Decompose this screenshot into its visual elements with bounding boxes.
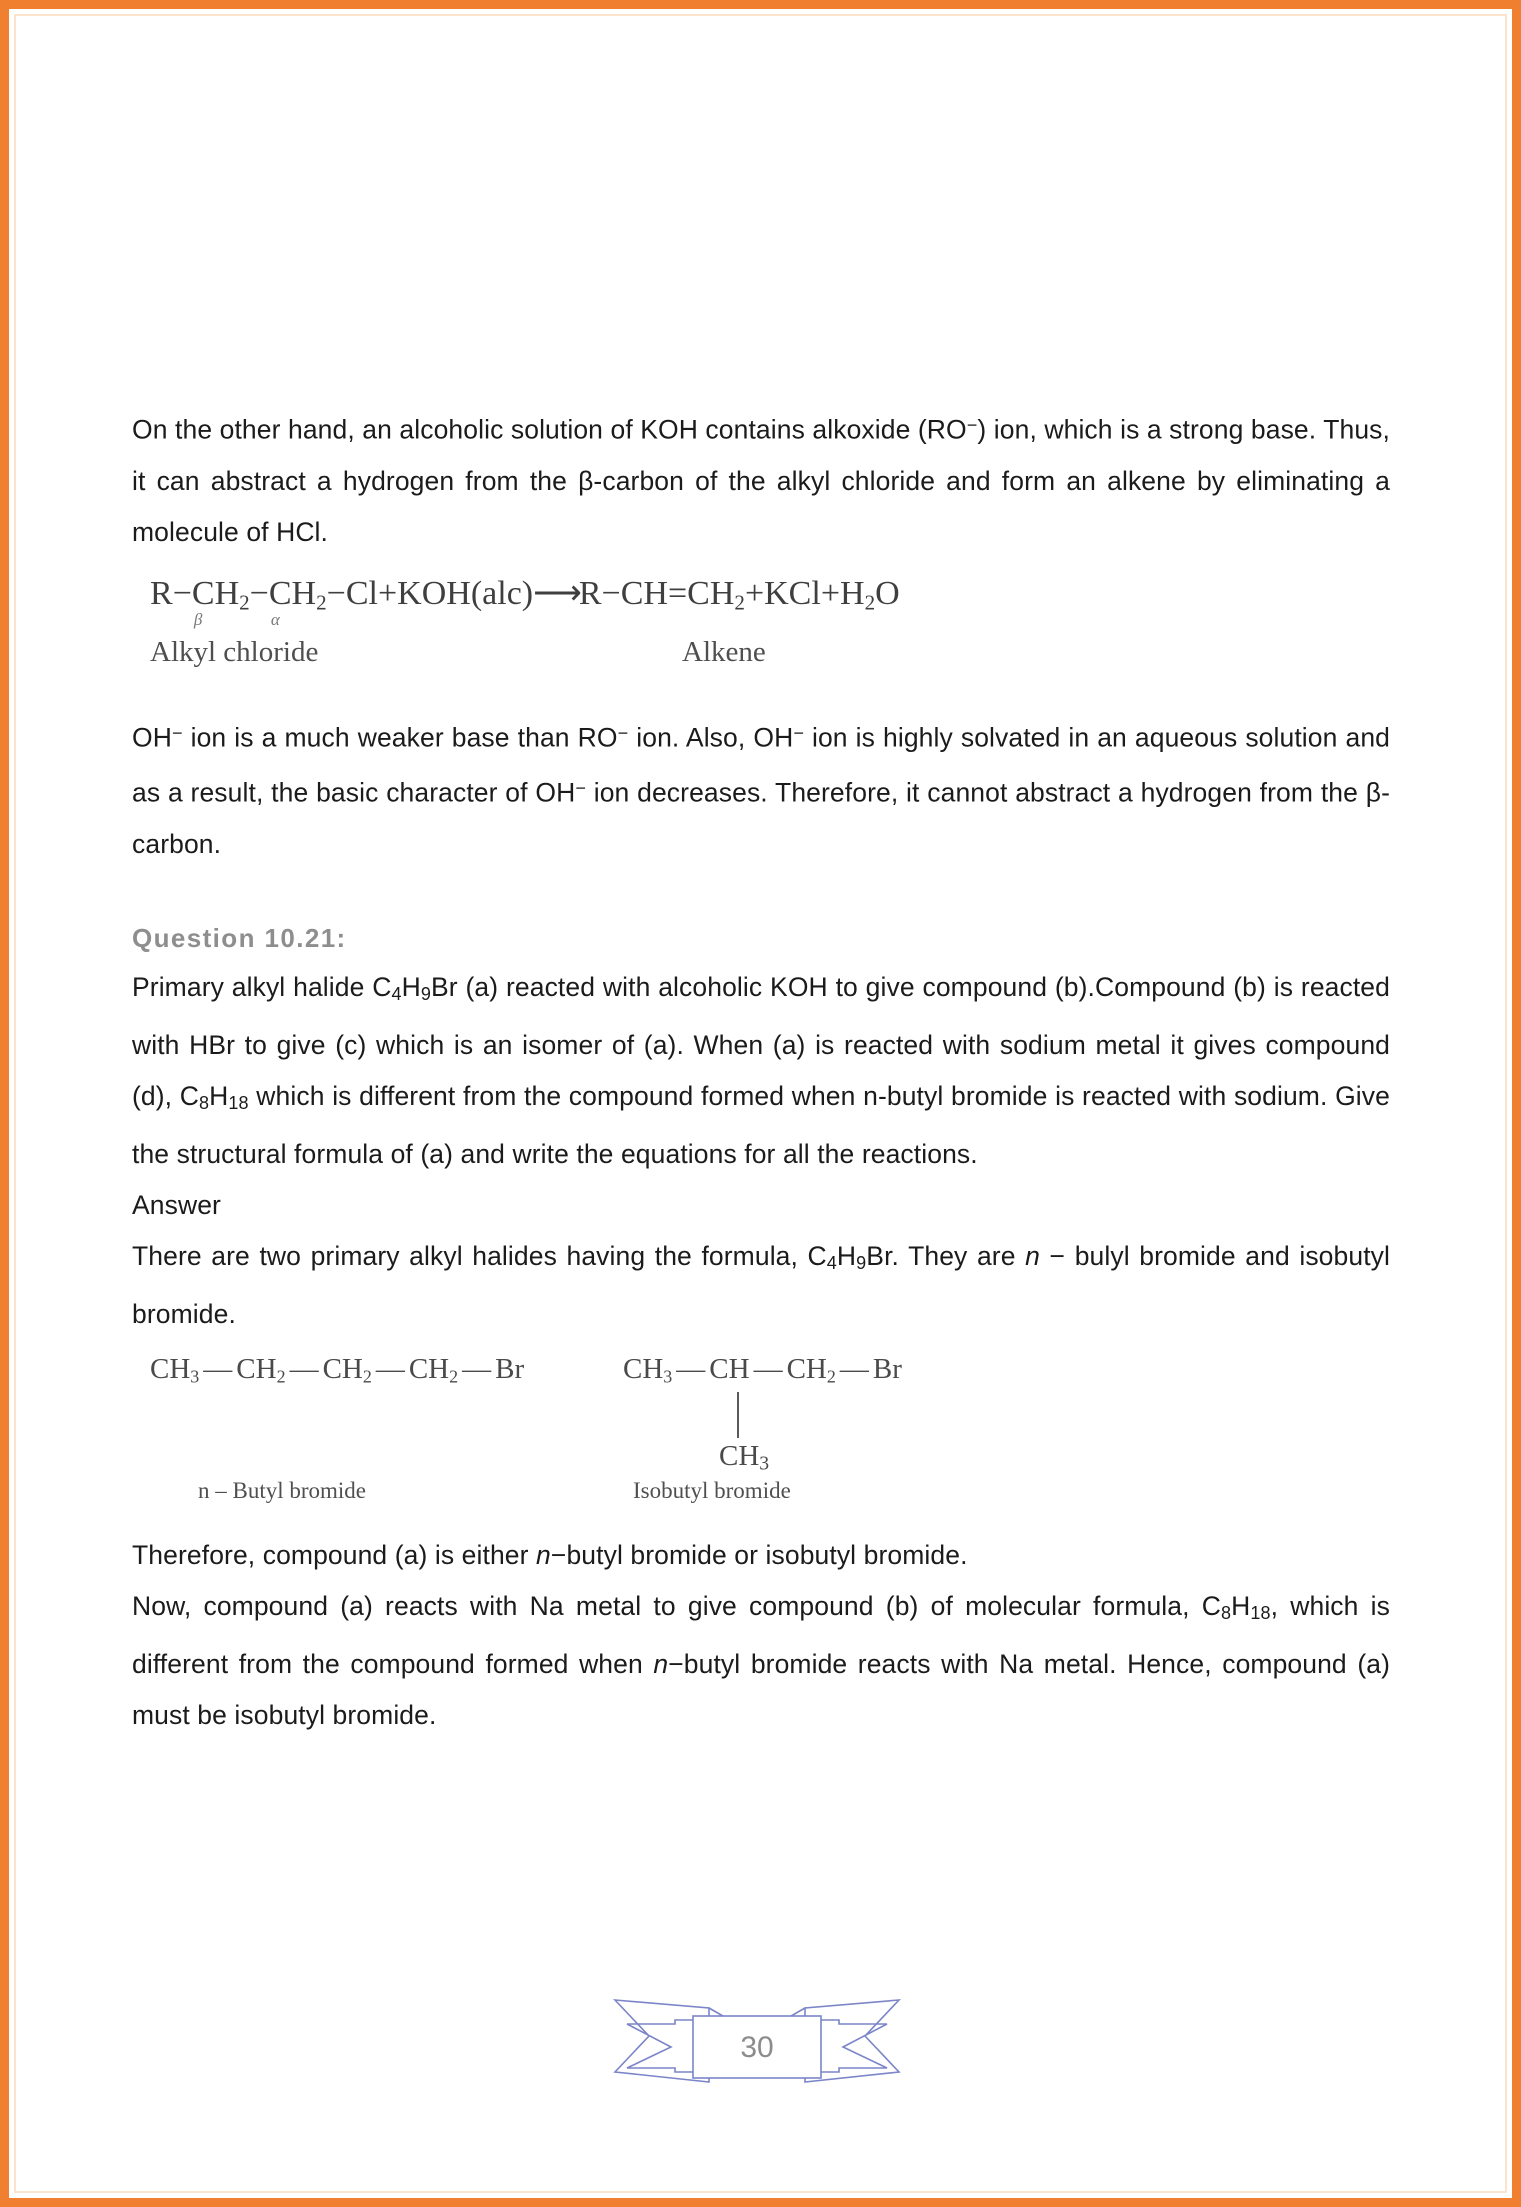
page-inner-rule-right xyxy=(1505,14,1507,2193)
eq-H2O-H: H xyxy=(840,574,865,612)
eq-reaction-arrow-icon: ⟶ xyxy=(533,574,579,612)
nb-ch2b-sub: 2 xyxy=(362,1366,372,1387)
n-butyl-chain xyxy=(150,1350,524,1395)
spacer xyxy=(132,682,1390,708)
eq-H2-subscript: 2 xyxy=(316,589,327,614)
a3-text-4: −butyl bromide reacts with Na metal. Hence, compound (a) must be isobutyl bromide. xyxy=(132,1648,1391,1730)
q-sub-4: 18 xyxy=(228,1092,249,1113)
spacer xyxy=(132,870,1390,914)
paragraph-answer-line2 xyxy=(132,1530,1390,1581)
ib-ch3-sub: 3 xyxy=(663,1366,673,1387)
page-number-ribbon xyxy=(611,1990,903,2100)
eq-dash-1: − xyxy=(172,574,192,612)
eq-C1: C xyxy=(191,574,215,612)
eq-CH: CH xyxy=(620,574,668,612)
nb-ch2a-sub: 2 xyxy=(276,1366,286,1387)
eq-H1-subscript: 2 xyxy=(239,589,250,614)
ib-vertical-bond-icon xyxy=(737,1392,739,1438)
ib-bond-2-icon: — xyxy=(753,1352,783,1385)
page-inner-rule-top xyxy=(14,14,1507,16)
a3-italic-n: n xyxy=(653,1648,669,1679)
intro-text-part1: On the other hand, an alcoholic solution of KOH contains alkoxide (RO xyxy=(132,414,967,445)
isobutyl-chain xyxy=(623,1350,902,1395)
nb-ch2c: CH xyxy=(408,1352,450,1385)
eq-dash-2: − xyxy=(249,574,269,612)
eq-CH2: CH xyxy=(687,574,735,612)
eq-H2: H xyxy=(291,574,317,612)
ib-branch-ch3-sub: 3 xyxy=(759,1452,770,1475)
nb-ch2c-sub: 2 xyxy=(449,1366,459,1387)
eq-CH2-subscript: 2 xyxy=(734,589,745,614)
ib-br: Br xyxy=(872,1352,902,1385)
a2-italic-n: n xyxy=(536,1539,551,1570)
nb-ch2a: CH xyxy=(236,1352,277,1385)
a1-text-2: H xyxy=(836,1240,857,1271)
a1-text-3: Br. They are xyxy=(866,1240,1026,1271)
a3-text-1: Now, compound (a) reacts with Na metal to give compound (b) of molecular formula, C xyxy=(132,1590,1221,1621)
eq-KOH: KOH xyxy=(397,574,471,612)
eq-alpha-carbon-group xyxy=(268,572,292,629)
oh-text-3: ion. Also, OH xyxy=(628,722,794,753)
ib-methyl-branch xyxy=(719,1440,769,1475)
ib-branch-ch3: CH xyxy=(719,1439,760,1472)
eq-H2O-subscript: 2 xyxy=(864,589,876,614)
ib-ch2-sub: 2 xyxy=(826,1366,836,1387)
equation-line xyxy=(150,572,1390,629)
equation-label-alkene: Alkene xyxy=(682,635,766,668)
intro-superscript-minus: − xyxy=(966,415,978,435)
paragraph-question-body xyxy=(132,962,1390,1180)
nb-bond-4-icon: — xyxy=(462,1352,492,1385)
structural-formula-diagrams xyxy=(150,1350,1390,1530)
nb-br: Br xyxy=(495,1352,525,1385)
a3-text-2: H xyxy=(1231,1590,1251,1621)
nb-ch2b: CH xyxy=(322,1352,363,1385)
eq-plus-3: + xyxy=(820,574,840,612)
page-border-top xyxy=(0,0,1521,9)
a1-text-4: − bulyl bromide and isobutyl bromide. xyxy=(132,1240,1390,1329)
question-heading: Question 10.21: xyxy=(132,922,347,953)
a2-text-2: −butyl bromide or isobutyl bromide. xyxy=(550,1539,968,1570)
nb-ch3: CH xyxy=(150,1352,191,1385)
eq-R-right: R xyxy=(578,574,602,612)
eq-alpha-label: α xyxy=(270,609,280,629)
equation-label-alkyl-chloride: Alkyl chloride xyxy=(150,635,319,668)
page-border-right xyxy=(1512,0,1521,2207)
a3-sub-2: 18 xyxy=(1250,1602,1271,1623)
oh-sup-1: − xyxy=(171,722,183,743)
eq-alc: (alc) xyxy=(470,574,534,612)
a1-text-1: There are two primary alkyl halides having the formula, C xyxy=(132,1240,827,1271)
a3-sub-1: 8 xyxy=(1220,1602,1232,1623)
nb-bond-1-icon: — xyxy=(203,1352,233,1385)
eq-C2: C xyxy=(268,574,292,612)
nb-bond-3-icon: — xyxy=(375,1352,405,1385)
eq-R-left: R xyxy=(150,574,173,612)
a1-sub-2: 9 xyxy=(856,1252,867,1273)
equation-labels xyxy=(150,636,1390,682)
eq-beta-carbon-group xyxy=(191,572,215,629)
q-text-1: Primary alkyl halide C xyxy=(132,971,392,1002)
ib-ch: CH xyxy=(709,1352,750,1385)
eq-plus-1: + xyxy=(377,574,398,612)
paragraph-intro xyxy=(132,400,1390,558)
eq-dash-4: − xyxy=(601,574,621,612)
oh-text-2: ion is a much weaker base than RO xyxy=(182,722,618,753)
document-content xyxy=(132,400,1390,1741)
structure-n-butyl-bromide xyxy=(150,1350,525,1503)
structure-isobutyl-bromide xyxy=(623,1350,902,1503)
a3-text-3: , which is different from the compound formed when xyxy=(132,1590,1390,1679)
eq-plus-2: + xyxy=(744,574,765,612)
nb-bond-2-icon: — xyxy=(289,1352,319,1385)
q-text-2: H xyxy=(401,971,421,1002)
oh-sup-4: − xyxy=(575,778,586,799)
paragraph-answer-line1 xyxy=(132,1231,1390,1340)
oh-sup-3: − xyxy=(793,722,804,743)
page-inner-rule-bottom xyxy=(14,2191,1507,2193)
eq-double-bond: = xyxy=(667,574,688,612)
nb-ch3-sub: 3 xyxy=(190,1366,200,1387)
oh-text-5: ion decreases. Therefore, it cannot abstract a hydrogen from the β-carbon. xyxy=(132,777,1390,859)
answer-label: Answer xyxy=(132,1189,221,1220)
ib-ch2: CH xyxy=(786,1352,827,1385)
caption-isobutyl-bromide: Isobutyl bromide xyxy=(633,1477,791,1503)
oh-text-4: ion is highly solvated in an aqueous solution and as a result, the basic character of OH xyxy=(132,722,1390,808)
eq-H1: H xyxy=(214,574,240,612)
ib-bond-3-icon: — xyxy=(839,1352,869,1385)
a2-text-1: Therefore, compound (a) is either xyxy=(132,1539,537,1570)
eq-Cl: Cl xyxy=(345,574,378,612)
ib-bond-1-icon: — xyxy=(676,1352,706,1385)
a1-italic-n: n xyxy=(1025,1240,1040,1271)
eq-dash-3: − xyxy=(326,574,346,612)
a1-sub-1: 4 xyxy=(826,1252,837,1273)
page-number: 30 xyxy=(740,2031,774,2064)
eq-H2O-O: O xyxy=(875,574,900,612)
q-sub-1: 4 xyxy=(391,983,402,1004)
q-text-4: H xyxy=(209,1080,229,1111)
q-text-5: which is different from the compound formed when n-butyl bromide is reacted with sodium. Give the structural formula of (a) and write the equations for all the reactions. xyxy=(132,1080,1390,1169)
paragraph-answer-line3 xyxy=(132,1581,1390,1741)
eq-beta-label: β xyxy=(193,609,203,629)
oh-text-1: OH xyxy=(132,722,172,753)
equation-dehydrohalogenation xyxy=(150,572,1390,682)
oh-sup-2: − xyxy=(617,722,629,743)
eq-KCl: KCl xyxy=(764,574,821,612)
paragraph-oh-ion xyxy=(132,708,1390,870)
q-sub-3: 8 xyxy=(199,1092,210,1113)
page-border-left xyxy=(0,0,9,2207)
ib-ch3: CH xyxy=(623,1352,664,1385)
intro-text-part2: ) ion, which is a strong base. Thus, it can abstract a hydrogen from the β-carbon of the alkyl chloride and form an alkene by eliminating a molecule of HCl. xyxy=(132,414,1390,547)
caption-n-butyl-bromide: n – Butyl bromide xyxy=(198,1477,367,1503)
q-sub-2: 9 xyxy=(420,983,431,1004)
q-text-3: Br (a) reacted with alcoholic KOH to give compound (b).Compound (b) is reacted with HBr to give (c) which is an isomer of (a). When (a) is reacted with sodium metal it gives compound (d), C xyxy=(132,971,1390,1111)
page-inner-rule-left xyxy=(14,14,16,2193)
page-border-bottom xyxy=(0,2198,1521,2207)
